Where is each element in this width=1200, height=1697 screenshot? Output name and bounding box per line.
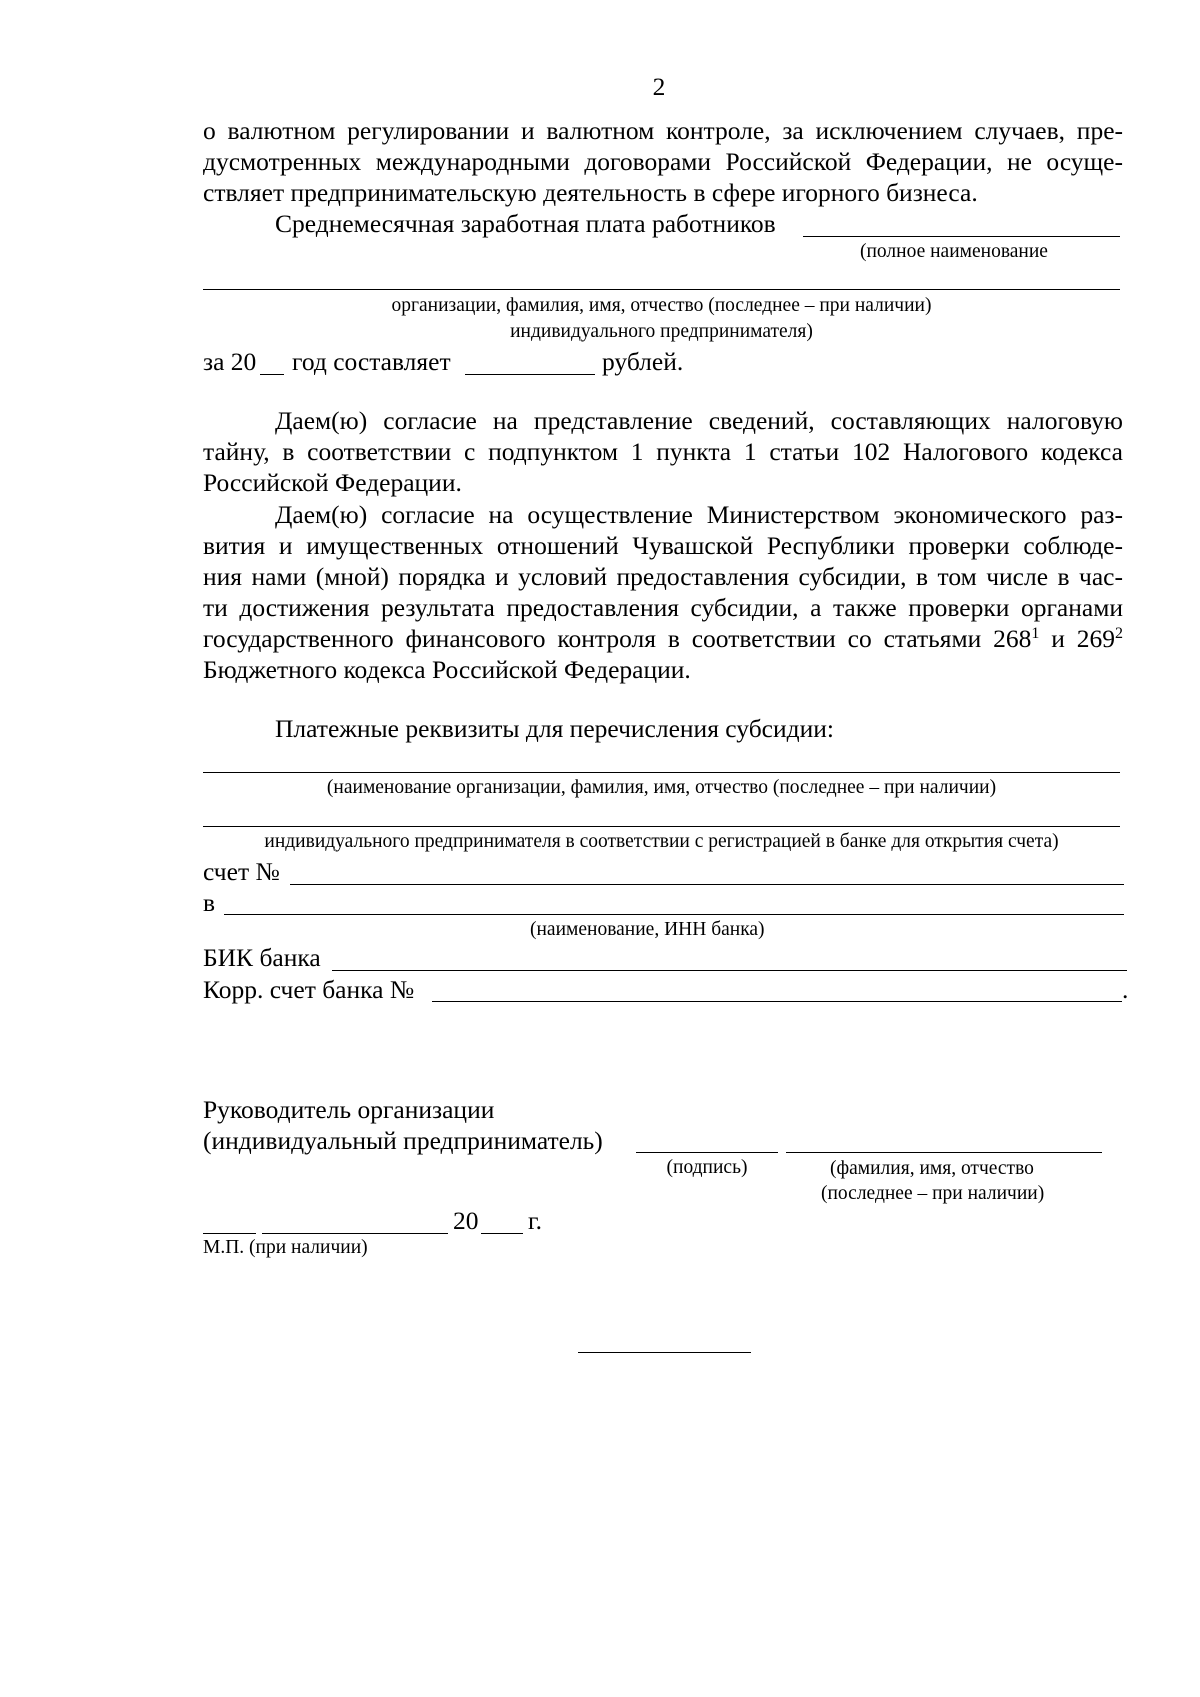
payment-heading: Платежные реквизиты для перечисления субсидии: xyxy=(275,714,834,743)
hint-ip: индивидуального предпринимателя) xyxy=(510,321,813,342)
text-line: Бюджетного кодекса Российской Федерации. xyxy=(203,655,691,684)
hint-signature: (подпись) xyxy=(666,1157,748,1178)
bank-in-label: в xyxy=(203,888,216,917)
account-number-field[interactable] xyxy=(290,884,1124,885)
text-line: Российской Федерации. xyxy=(203,468,462,497)
stamp-note: М.П. (при наличии) xyxy=(203,1237,368,1258)
salary-amount-blank[interactable] xyxy=(465,374,595,375)
text-line: Даем(ю) согласие на представление сведений, составляющих налоговую xyxy=(275,406,1123,435)
payment-name-line-2[interactable] xyxy=(203,826,1120,827)
date-year-field[interactable] xyxy=(481,1233,523,1234)
date-month-field[interactable] xyxy=(262,1233,448,1234)
text-line: вития и имущественных отношений Чувашской Республики проверки соблюде- xyxy=(203,531,1123,560)
hint-org-fio: организации, фамилия, имя, отчество (последнее – при наличии) xyxy=(391,295,932,316)
hint-fio-2: (последнее – при наличии) xyxy=(821,1183,1045,1204)
salary-currency: рублей. xyxy=(602,347,684,376)
hint-bank: (наименование, ИНН банка) xyxy=(530,919,765,940)
page-number: 2 xyxy=(652,72,666,101)
date-year-suffix: г. xyxy=(528,1206,542,1235)
salary-year-blank[interactable] xyxy=(260,374,284,375)
text-line-articles: государственного финансового контроля в соответствии со статьями $268^1$ и $269^2$ xyxy=(203,624,1124,653)
text-line: ствляет предпринимательскую деятельность в сфере игорного бизнеса. xyxy=(203,178,978,207)
hint-fio-1: (фамилия, имя, отчество xyxy=(830,1158,1034,1179)
corr-account-label: Корр. счет банка № xyxy=(203,975,415,1004)
closing-line xyxy=(578,1352,751,1353)
text-line: о валютном регулировании и валютном контроле, за исключением случаев, пре- xyxy=(203,116,1123,145)
hint-payment-ip: индивидуального предпринимателя в соответствии с регистрацией в банке для открытия счета) xyxy=(264,831,1059,852)
payment-name-line[interactable] xyxy=(203,772,1120,773)
bank-name-field[interactable] xyxy=(224,914,1124,915)
salary-year-prefix: за 20 xyxy=(203,347,257,376)
signature-field[interactable] xyxy=(636,1152,778,1153)
hint-payment-name: (наименование организации, фамилия, имя, отчество (последнее – при наличии) xyxy=(326,777,997,798)
head-label: Руководитель организации xyxy=(203,1095,495,1124)
period: . xyxy=(1122,975,1129,1004)
account-label: счет № xyxy=(203,857,280,886)
date-year-prefix: 20 xyxy=(453,1206,479,1235)
text-line: ти достижения результата предоставления субсидии, а также проверки органами xyxy=(203,593,1123,622)
hint-full-name: (полное наименование xyxy=(860,241,1048,262)
salary-composes: год составляет xyxy=(292,347,451,376)
bik-label: БИК банка xyxy=(203,943,321,972)
salary-org-name-line[interactable] xyxy=(803,236,1120,237)
date-day-field[interactable] xyxy=(203,1233,256,1234)
salary-org-name-line-2[interactable] xyxy=(203,289,1120,290)
text-line: дусмотренных международными договорами Российской Федерации, не осуще- xyxy=(203,147,1123,176)
corr-account-field[interactable] xyxy=(432,1001,1122,1002)
bik-field[interactable] xyxy=(332,970,1127,971)
salary-label: Среднемесячная заработная плата работников xyxy=(275,209,776,238)
text-line: тайну, в соответствии с подпунктом 1 пункта 1 статьи 102 Налогового кодекса xyxy=(203,437,1123,466)
text-line: Даем(ю) согласие на осуществление Министерством экономического раз- xyxy=(275,500,1123,529)
ip-label: (индивидуальный предприниматель) xyxy=(203,1126,603,1155)
text-line: ния нами (мной) порядка и условий предоставления субсидии, в том числе в час- xyxy=(203,562,1123,591)
fio-field[interactable] xyxy=(786,1152,1102,1153)
